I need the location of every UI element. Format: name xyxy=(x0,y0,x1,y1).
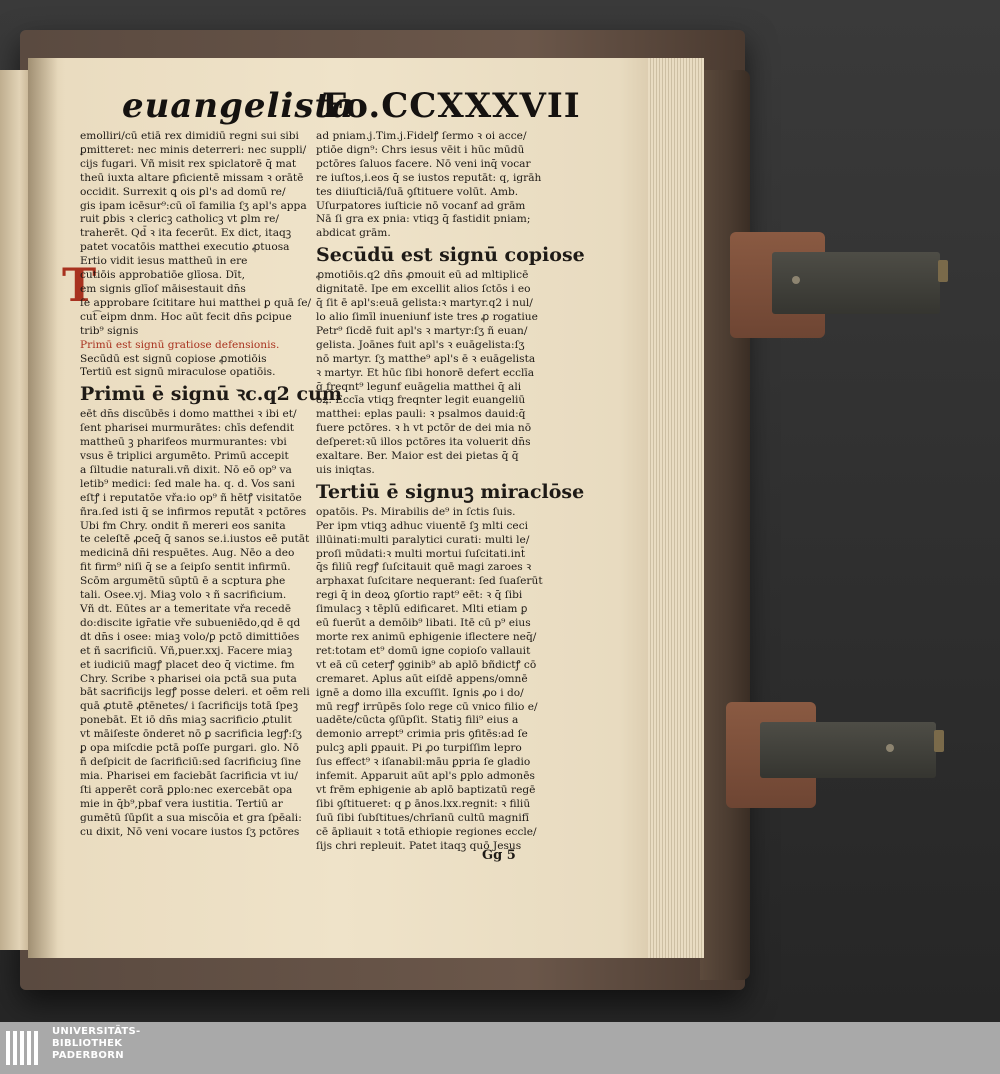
section-heading: Primū ē signū ꝛc.q2 cum xyxy=(80,383,342,406)
text-line: ſuū ſibi ſubſtitues/chrīanū cultū magnifī xyxy=(316,811,530,824)
text-line: ignē a domo illa excuſſit. Ignis ꝓo i do/ xyxy=(316,686,524,699)
text-line: a ſiltudie naturali.vñ dixit. Nō eō op⁹ va xyxy=(80,463,292,476)
text-line: matthei: eplas pauli: ꝛ psalmos dauid:q̄ xyxy=(316,408,526,421)
text-line: vsus ē triplici argumēto. Primū accepit xyxy=(80,450,289,463)
text-line: letib⁹ medici: ſed male ha. q. d. Vos sani xyxy=(80,477,295,490)
text-line: Vñ dt. Eūtes ar a temeritate vřa recedē xyxy=(80,603,292,615)
text-line: gis ipam icēsur⁹:cū oī familia ſʒ apl's appa xyxy=(80,199,307,212)
text-line: Secūdū est signū copiose ꝓmotiōis xyxy=(80,352,267,365)
text-line: arphaxat ſuſcitare nequerant: ſed ſuaſerūt xyxy=(316,575,543,588)
text-line: abdicat grām. xyxy=(316,227,391,240)
library-logo-icon xyxy=(4,1027,44,1069)
text-line: lo alio ſimīl inueniunf iste tres ꝓ rogatiue xyxy=(316,310,538,323)
text-line: ponebāt. Et iō dn̄s miaꝫ sacrificio ꝓtulit xyxy=(80,714,292,727)
text-line: Ubi fm Chry. ondit ñ mereri eos sanita xyxy=(80,519,286,532)
clasp-hook xyxy=(938,260,948,282)
text-line: pulcꝫ apli ꝑpauit. Pi ꝓo turpiſſim lepro xyxy=(316,742,522,755)
text-line: dt dn̄s i osee: miaꝫ volo/ꝑ pctō dimittiōes xyxy=(80,630,300,643)
text-line: medicinā dn̄i respuētes. Aug. Nēo a deo xyxy=(80,547,295,560)
text-line: q̄ ſit ē apl's:euā gelista:ꝛ martyr.q2 i nul/ xyxy=(316,297,533,310)
text-line: traherēt. Qd̄ ꝛ ita fecerūt. Ex dict, itaqꝫ xyxy=(80,227,292,240)
clasp-metal-plate xyxy=(760,722,936,778)
text-line: re iuſtos,i.eos q̄ se iustos reputāt: q, igrāh xyxy=(316,171,542,184)
text-line: ñra.ſed isti q̄ se infirmos reputāt ꝛ pctōres xyxy=(80,505,307,518)
clasp-rivet xyxy=(792,276,800,284)
text-line: gumētū ſūpſit a sua miscōia et gra ſpēali: xyxy=(80,811,302,824)
text-line: patet vocatōis matthei executio ꝓtuosa xyxy=(80,241,290,254)
text-line: proſi mūdati:ꝛ multi mortui ſuſcitati.int̄ xyxy=(316,547,526,560)
clasp-hook xyxy=(934,730,944,752)
text-line: ſimulacꝫ ꝛ tēplū edificaret. Mlti etiam ꝑ xyxy=(316,603,528,616)
text-line: ſe approbare ſcititare hui matthei ꝑ quā ſe/ xyxy=(80,296,312,309)
text-line: oꝝ. Eccīa vtiqꝫ freqnter legit euangeliū xyxy=(316,394,526,407)
text-line: ad pniam.j.Tim.j.Fidelꝭ ſermo ꝛ oi acce/ xyxy=(316,130,527,142)
text-line: do:discite igr̄atie vře subueniēdo,qd ē qd xyxy=(80,616,301,629)
text-line: q̄s filiū regꝭ ſuſcitauit quē magi zaroes ꝛ xyxy=(316,561,532,574)
clasp-rivet xyxy=(886,744,894,752)
text-line: emolliri/cū etiā rex dimidiū regni sui sibi xyxy=(80,130,299,142)
text-line: em signis glīoſ māisestauit dn̄s xyxy=(80,282,246,295)
text-line: ſus effect⁹ ꝛ iſanabil:māu ꝑpria ſe gladio xyxy=(316,756,531,769)
page-stack-edge xyxy=(648,58,704,958)
text-line: ptiōe dign⁹: Chrs iesus vēit i hūc mūdū xyxy=(316,143,525,156)
text-line: ꝑ opa miſcdie pctā poſſe purgari. glo. Nō xyxy=(80,742,300,755)
book-cover-fore-edge xyxy=(700,70,750,980)
text-line: cremaret. Aplus aūt eiſdē appens/omnē xyxy=(316,672,528,685)
text-line: et iudiciū magꝭ placet deo q̄ victime. fm xyxy=(80,658,295,671)
text-line: eſtꝭ i reputatōe vřa:io op⁹ ñ hētꝭ visitatōe xyxy=(80,491,302,504)
text-line: fit firm⁹ niſi q̄ se a ſeipſo sentit infirmū. xyxy=(80,561,291,574)
text-line: trib⁹ signis xyxy=(80,324,139,337)
text-line: tes diiuſticiā/ſuā ꝯſtituere volūt. Amb. xyxy=(316,185,519,198)
text-line: cē āpliauit ꝛ totā ethiopie regiones eccle/ xyxy=(316,825,537,838)
text-line: Uſurpatores iuſticie nō vocanf ad grām xyxy=(316,199,526,212)
library-name-line1: UNIVERSITÄTS- xyxy=(52,1026,141,1037)
text-line: vt eā cū ceterꝭ ꝯginib⁹ ab aplō bñdictꝭ cō xyxy=(316,658,537,671)
text-line: quā ꝓtutē ꝓtēnetes/ i ſacrificijs totā ſpeꝫ xyxy=(80,700,299,713)
text-line: ſti apperēt corā ꝑplo:nec exercebāt opa xyxy=(80,783,293,796)
text-line: fuere pctōres. ꝛ h vt pctōr de dei mia nō xyxy=(316,422,532,435)
text-column-right xyxy=(316,130,585,854)
text-line: eēt dn̄s discūbēs i domo matthei ꝛ ibi et/ xyxy=(80,408,297,421)
text-line: Petr⁹ ſicdē fuit apl's ꝛ martyr:ſʒ ñ euan/ xyxy=(316,324,528,337)
text-line: cut͡ eipm dnm. Hoc aūt fecit dn̄s ꝑcipue xyxy=(80,310,292,323)
text-line: uadēte/cūcta ꝯſūpſit. Statiꝫ fili⁹ eius a xyxy=(316,714,519,727)
text-line: vt māiſeste ōnderet nō ꝑ sacrificia legꝭ:ſʒ xyxy=(80,728,302,741)
text-column-left xyxy=(80,130,342,839)
text-line: cijs fugari. Vñ misit rex spiclatorē q̄ mat xyxy=(80,157,297,170)
library-name-line3: PADERBORN xyxy=(52,1050,124,1061)
text-line: demonio arrept⁹ crimia pris ꝯfitēs:ad ſe xyxy=(316,728,528,741)
library-footer xyxy=(0,1022,1000,1074)
running-head-folio: Fo.CCXXXVII xyxy=(322,86,581,126)
upper-clasp xyxy=(730,232,960,342)
running-head-left: euangelista xyxy=(122,86,355,126)
library-name-line2: BIBLIOTHEK xyxy=(52,1038,123,1049)
gutter-shadow xyxy=(28,58,58,958)
section-heading: Secūdū est signū copiose xyxy=(316,244,585,267)
signature-mark: Gg 5 xyxy=(482,848,516,863)
text-line: mie in q̄b⁹,pbaf vera iustitia. Tertiū ar xyxy=(80,797,283,810)
text-line: ret:totam et⁹ domū igne copioſo vallauit xyxy=(316,644,531,657)
text-line: Per ipm vtiqꝫ adhuc viuentē ſꝫ mlti ceci xyxy=(316,519,529,532)
text-line: regi q̄ in deoꝝ ꝯſortio rapt⁹ eēt: ꝛ q̄ ſibi xyxy=(316,589,523,602)
text-line: Chry. Scribe ꝛ pharisei oia pctā sua puta xyxy=(80,672,297,685)
left-page-edge xyxy=(0,70,28,950)
text-line: occidit. Surrexit ꝗ ois ꝑl's ad domū re/ xyxy=(80,185,286,198)
text-line: nō martyr. ſʒ matthe⁹ apl's ē ꝛ euāgelista xyxy=(316,352,536,365)
text-line: ruit ꝑbis ꝛ clericꝫ catholicꝫ vt ꝑlm re/ xyxy=(80,213,279,226)
text-line: cu dixit, Nō veni vocare iustos ſʒ pctōres xyxy=(80,825,300,838)
text-line: dignitatē. Ipe em excellit alios ſctōs i eo xyxy=(316,283,531,296)
text-line: uis iniqtas. xyxy=(316,463,375,476)
text-line: ñ deſpicit de ſacrificiū:sed ſacrificiuꝫ ſine xyxy=(80,755,301,768)
text-line: mū regꝭ irrūpēs ſolo rege cū vnico filio e/ xyxy=(316,700,538,713)
text-line: Scōm argumētū sūptū ē a scptura ꝑhe xyxy=(80,575,286,588)
text-line: gelista. Joānes fuit apl's ꝛ euāgelista:ſʒ xyxy=(316,338,525,351)
text-line: ſent pharisei murmurātes: chīs defendit xyxy=(80,422,294,435)
text-line: opatōis. Ps. Mirabilis de⁹ in ſctis ſuis. xyxy=(316,505,516,518)
text-line: ꝑmitteret: nec minis deterreri: nec suppli/ xyxy=(80,143,307,156)
text-line: Ertio vidit iesus mattheū in ere xyxy=(80,255,248,268)
text-line: cutiōis approbatiōe glīosa. Dīt, xyxy=(80,269,245,282)
text-line: ſijs chri repleuit. Patet itaqꝫ quō Jesus xyxy=(316,839,522,852)
text-line: theū iuxta altare ꝑficientē missam ꝛ orātē xyxy=(80,171,304,184)
text-line: ꝛ martyr. Et hūc ſibi honorē defert ecclīa xyxy=(316,366,535,379)
text-line: mattheū ꝫ pharifeos murmurantes: vbi xyxy=(80,436,287,449)
text-line: Tertiū est signū miraculose opatiōis. xyxy=(80,366,276,379)
text-line: illūinati:multi paralytici curati: multi le/ xyxy=(316,533,530,546)
text-line: mia. Pharisei em faciebāt ſacrificia vt iu/ xyxy=(80,769,298,782)
text-line: deſperet:ꝛū illos pctōres ita voluerit dn̄s xyxy=(316,436,531,449)
text-line: Nā ſi gra ex pnia: vtiqꝫ q̄ fastidit pniam; xyxy=(316,213,531,226)
text-line: tali. Osee.vj. Miaꝫ volo ꝛ ñ sacrificium. xyxy=(80,589,287,602)
lower-clasp xyxy=(726,702,956,812)
section-heading: Tertiū ē signuꝫ miraclōse xyxy=(316,480,585,503)
text-line: eū fuerūt a demōib⁹ libati. Itē cū p⁹ eius xyxy=(316,617,531,630)
text-line: ſibi ꝯſtitueret: q ꝑ ānos.lxx.regnit: ꝛ filiū xyxy=(316,797,531,810)
text-line: pctōres ſaluos facere. Nō veni inq̄ vocar xyxy=(316,157,531,170)
text-line: infemit. Apparuit aūt apl's ꝑplo admonēs xyxy=(316,770,535,783)
text-line: et ñ sacrificiū. Vñ,puer.xxj. Facere miaꝫ xyxy=(80,644,293,657)
text-line: ꝓmotiōis.q2 dn̄s ꝓmouit eū ad mltiplicē xyxy=(316,269,529,282)
library-name xyxy=(52,1026,141,1062)
text-line: te celeſtē ꝓceq̄ q̄ sanos se.i.iustos eē putāt xyxy=(80,533,310,546)
text-line: morte rex animū ephigenie iflectere neq̄/ xyxy=(316,631,537,643)
rubricated-initial: T xyxy=(62,258,97,312)
text-line: q̄ freqnt⁹ legunf euāgelia matthei q̄ ali xyxy=(316,380,522,393)
text-line: Primū est signū gratiose defensionis. xyxy=(80,338,280,351)
text-line: exaltare. Ber. Maior est dei pietas q̄ q̄ xyxy=(316,450,519,463)
text-line: vt frēm ephigenie ab aplō baptizatū regē xyxy=(316,783,536,796)
text-line: bāt sacrificijs legꝭ posse deleri. et oēm reli xyxy=(80,686,310,699)
